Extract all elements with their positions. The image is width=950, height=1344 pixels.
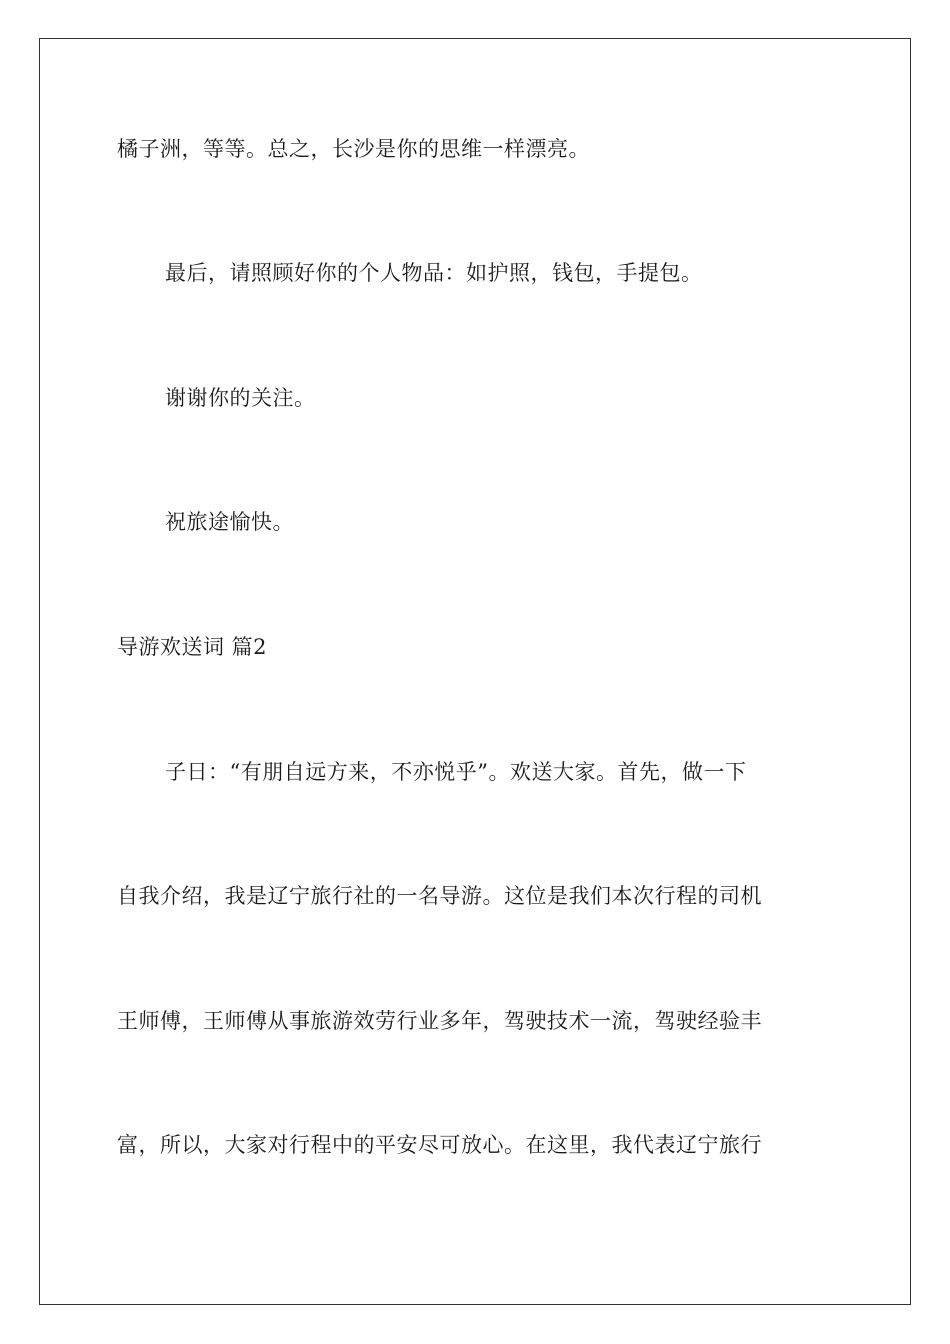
paragraph-line: 橘子洲，等等。总之，长沙是你的思维一样漂亮。 bbox=[117, 137, 590, 161]
paragraph-line: 最后，请照顾好你的个人物品：如护照，钱包，手提包。 bbox=[165, 261, 703, 285]
paragraph-line: 自我介绍，我是辽宁旅行社的一名导游。这位是我们本次行程的司机 bbox=[117, 884, 762, 908]
paragraph-line: 王师傅，王师傅从事旅游效劳行业多年，驾驶技术一流，驾驶经验丰 bbox=[117, 1009, 762, 1033]
section-heading: 导游欢送词 篇2 bbox=[117, 635, 268, 659]
paragraph-line: 富，所以，大家对行程中的平安尽可放心。在这里，我代表辽宁旅行 bbox=[117, 1133, 762, 1157]
paragraph-line: 谢谢你的关注。 bbox=[165, 386, 316, 410]
paragraph-line: 祝旅途愉快。 bbox=[165, 510, 294, 534]
paragraph-line: 子日：“有朋自远方来，不亦悦乎”。欢送大家。首先，做一下 bbox=[165, 760, 747, 784]
page-border bbox=[39, 38, 911, 1305]
